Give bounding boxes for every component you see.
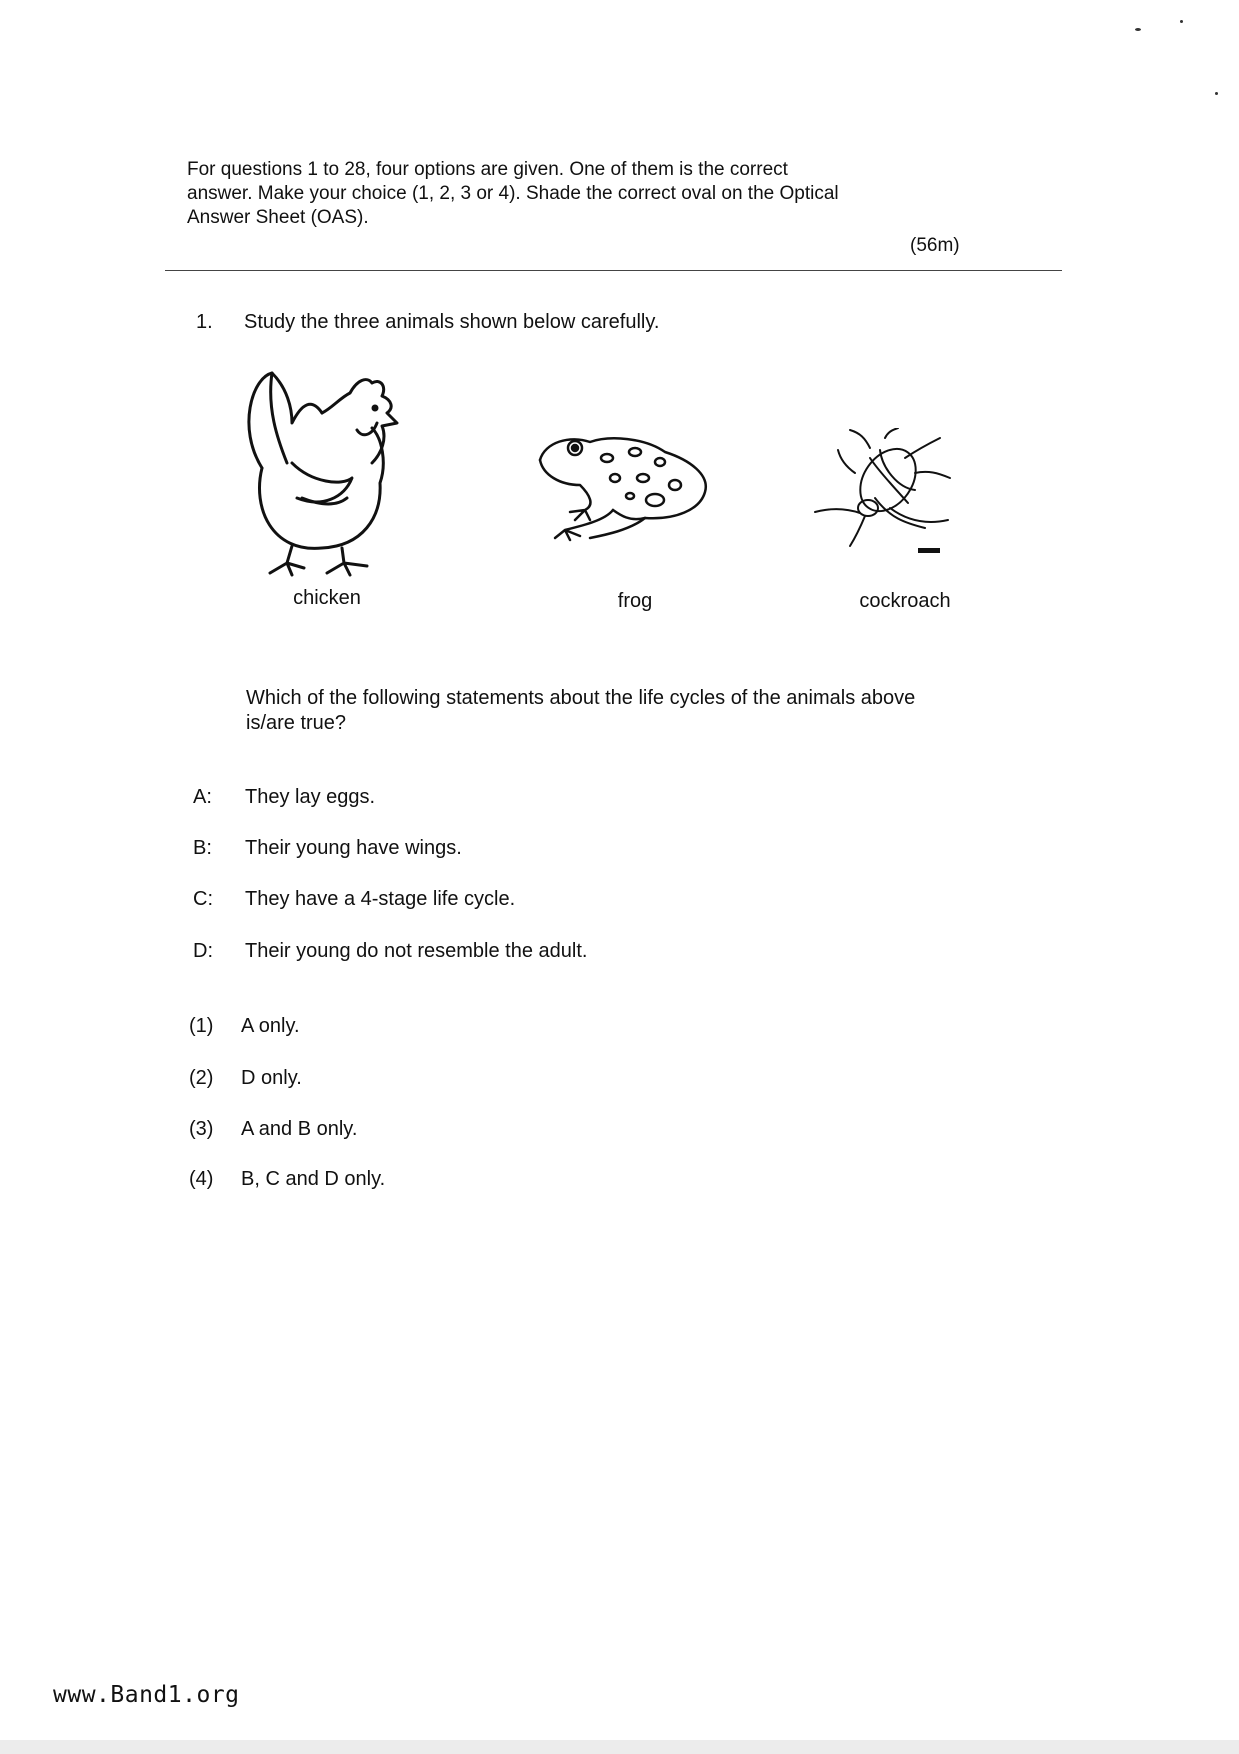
- option-label: (1): [189, 1015, 214, 1037]
- statement-text: They lay eggs.: [245, 786, 376, 808]
- statement-b: [193, 837, 462, 860]
- question-stem: [246, 686, 1026, 736]
- question-stem-line-1: Which of the following statements about the life cycles of the animals above: [246, 687, 916, 709]
- question-number: 1.: [196, 311, 213, 333]
- instructions-line-2: answer. Make your choice (1, 2, 3 or 4). Shade the correct oval on the Optical: [187, 183, 839, 204]
- option-label: (3): [189, 1118, 214, 1140]
- statement-d: [193, 940, 587, 963]
- caption-frog: frog: [617, 590, 653, 612]
- option-4: [189, 1168, 385, 1191]
- statement-label: B:: [193, 837, 212, 859]
- statement-text: Their young have wings.: [245, 837, 462, 859]
- scan-speck: [1135, 28, 1141, 31]
- divider: [165, 270, 1062, 271]
- statement-text: They have a 4-stage life cycle.: [245, 888, 516, 910]
- question-stem-line-2: is/are true?: [246, 712, 347, 734]
- statement-text: Their young do not resemble the adult.: [245, 940, 588, 962]
- instructions-line-3: Answer Sheet (OAS).: [187, 207, 369, 228]
- scan-speck: [1215, 92, 1218, 95]
- question-text: Study the three animals shown below carefully.: [244, 311, 660, 333]
- cockroach-icon: [810, 428, 960, 558]
- option-text: A only.: [241, 1015, 300, 1037]
- statement-label: D:: [193, 940, 213, 962]
- scan-speck: [1180, 20, 1183, 23]
- statement-a: [193, 786, 375, 809]
- option-2: [189, 1067, 302, 1090]
- option-3: [189, 1118, 357, 1141]
- frog-icon: [535, 430, 715, 545]
- option-text: B, C and D only.: [241, 1168, 386, 1190]
- caption-cockroach: cockroach: [859, 590, 951, 612]
- caption-chicken: chicken: [293, 587, 361, 609]
- statement-label: C:: [193, 888, 213, 910]
- marks-total: (56m): [910, 235, 960, 256]
- option-label: (2): [189, 1067, 214, 1089]
- option-label: (4): [189, 1168, 214, 1190]
- statement-label: A:: [193, 786, 212, 808]
- scan-bottom-band: [0, 1740, 1239, 1754]
- option-1: [189, 1015, 300, 1038]
- chicken-icon: [232, 368, 412, 578]
- option-text: A and B only.: [241, 1118, 358, 1140]
- instructions: [187, 158, 987, 230]
- option-text: D only.: [241, 1067, 302, 1089]
- statement-c: [193, 888, 515, 911]
- footer-website: www.Band1.org: [53, 1682, 240, 1708]
- instructions-line-1: For questions 1 to 28, four options are given. One of them is the correct: [187, 159, 788, 180]
